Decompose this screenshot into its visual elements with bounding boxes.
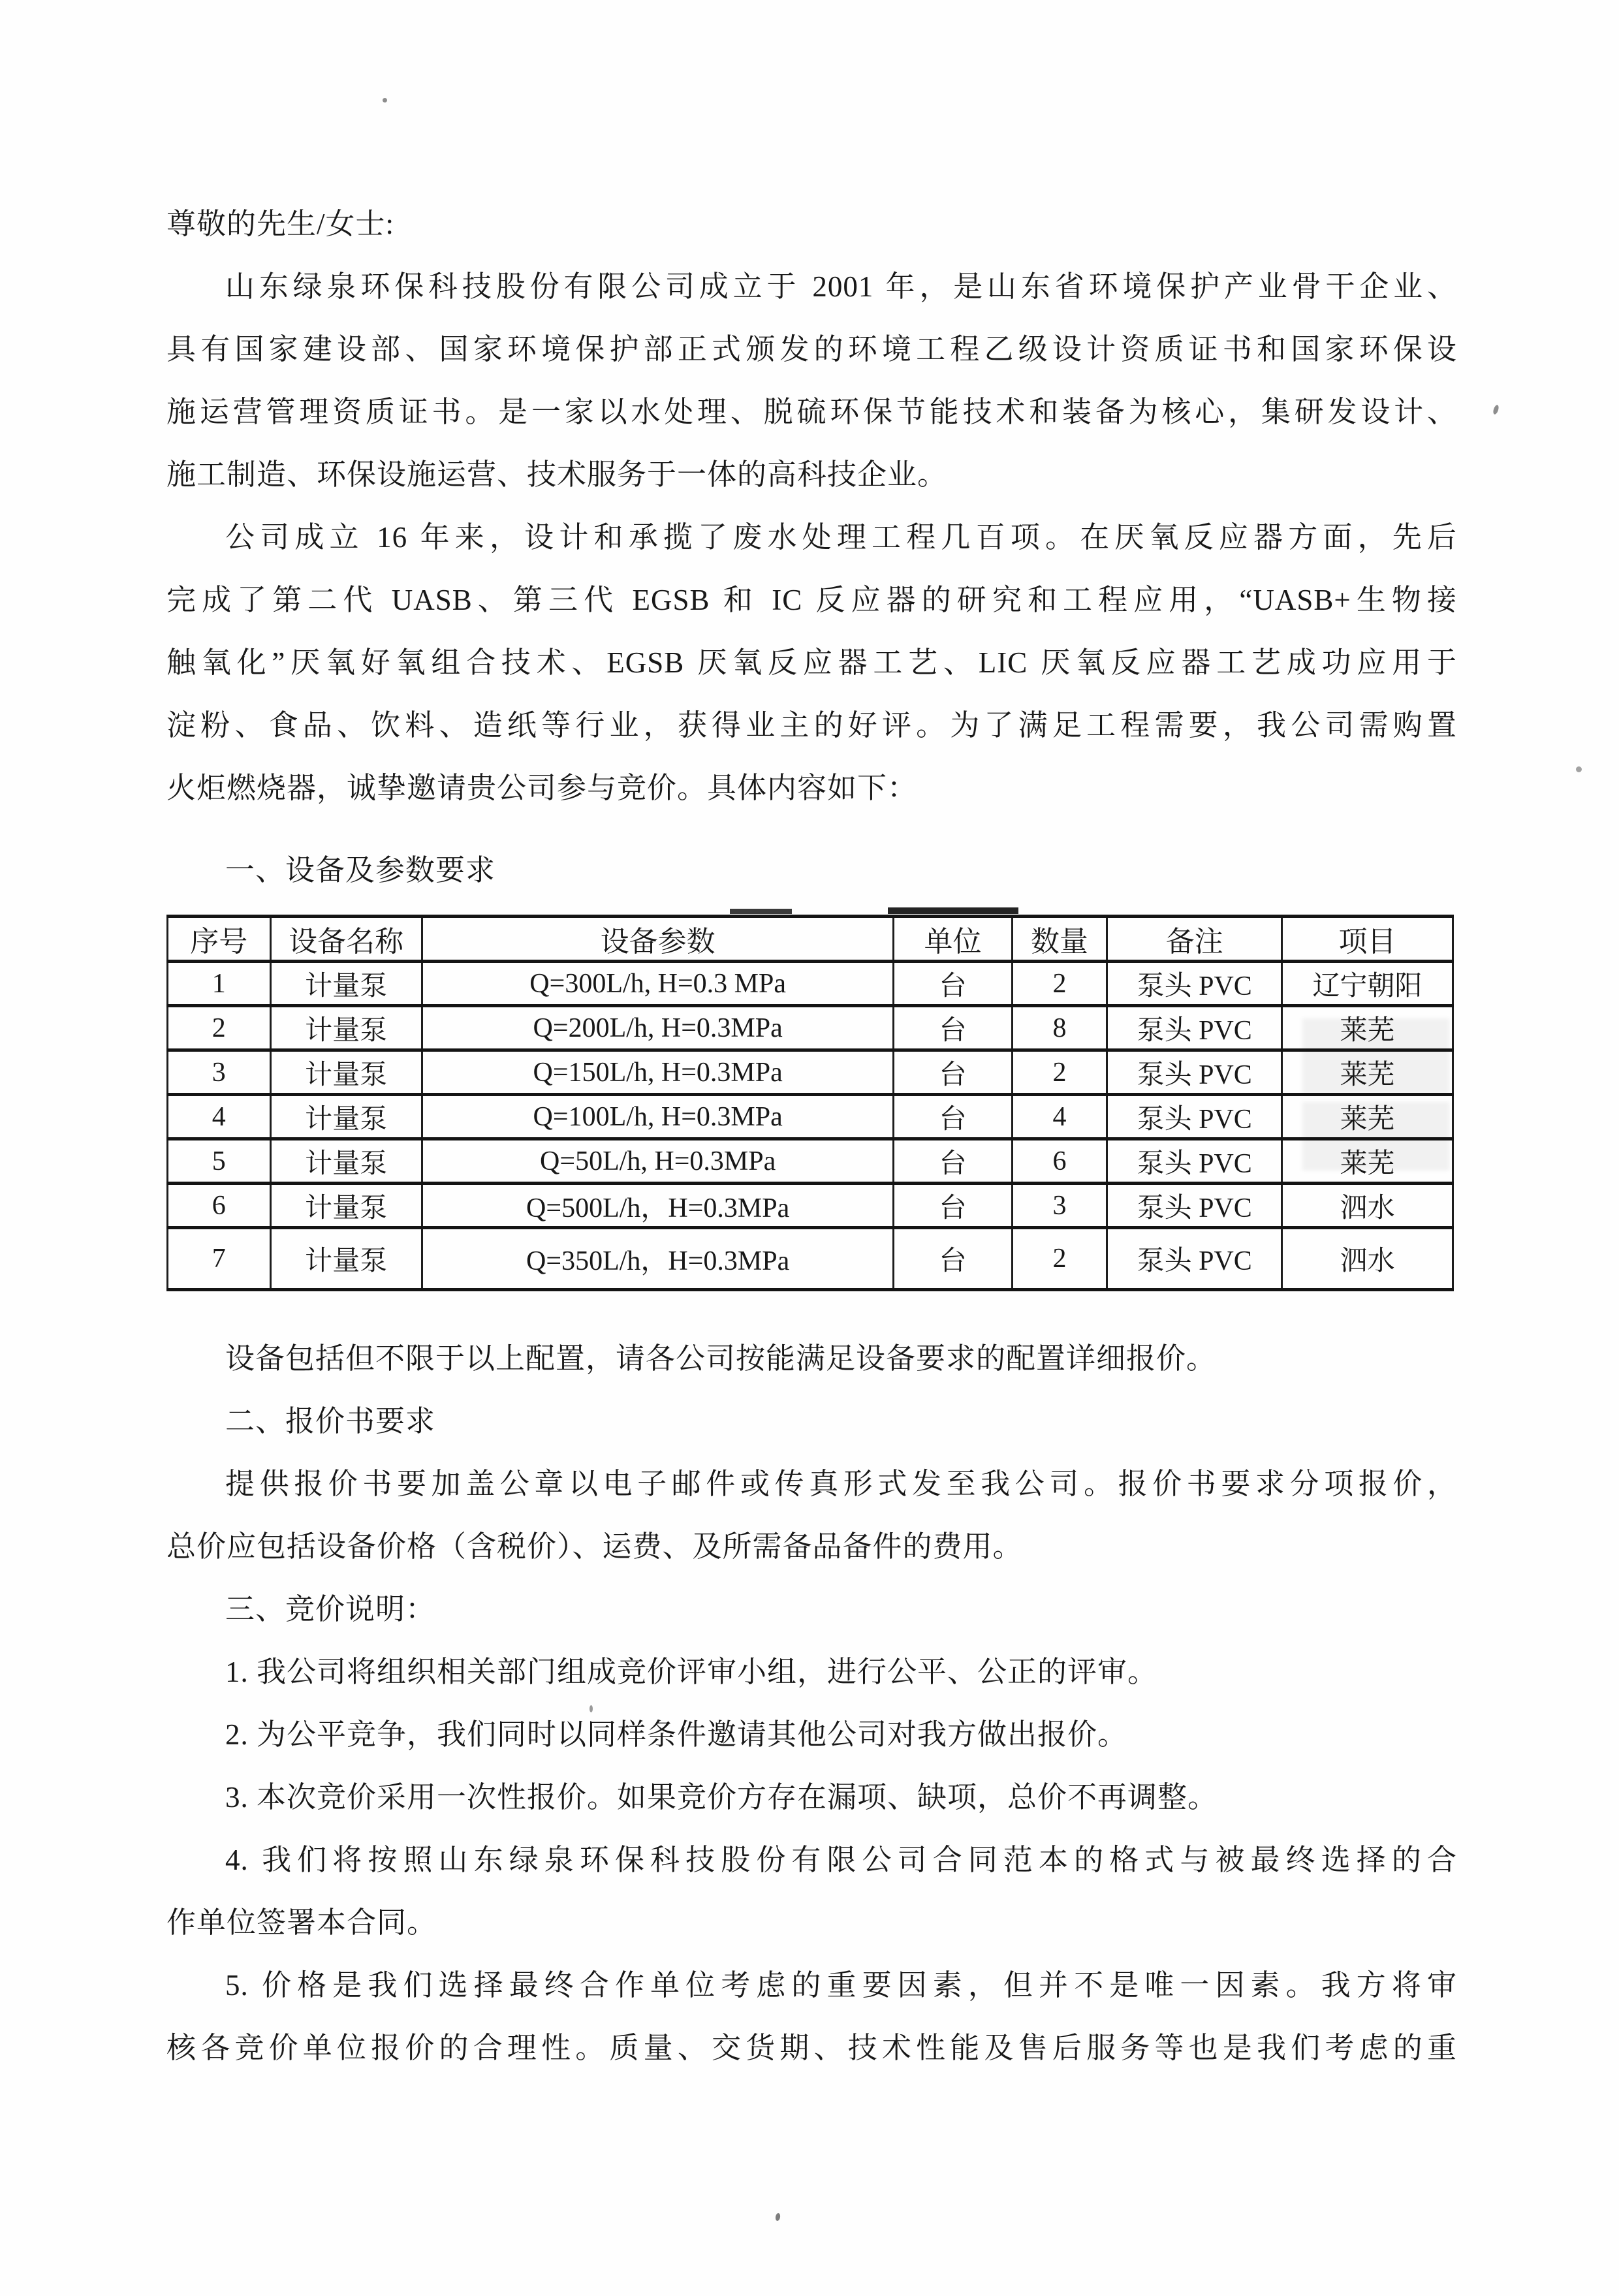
table-cell: Q=100L/h, H=0.3MPa [422, 1095, 894, 1139]
table-cell: 计量泵 [270, 1050, 422, 1095]
table-row [168, 1006, 1453, 1050]
table-cell: 5 [168, 1139, 271, 1184]
table-cell: 莱芜 [1282, 1139, 1453, 1184]
table-cell: 泵头 PVC [1107, 1006, 1282, 1050]
paragraph [166, 506, 1457, 819]
table-cell: 泵头 PVC [1107, 1139, 1282, 1184]
section2-line: 提供报价书要加盖公章以电子邮件或传真形式发至我公司。报价书要求分项报价， [225, 1468, 1457, 1500]
numbered-item [166, 1829, 1457, 1954]
table-cell: 6 [168, 1184, 271, 1228]
table-cell: 台 [894, 1050, 1012, 1095]
item-line: 1. 我公司将组织相关部门组成竞价评审小组，进行公平、公正的评审。 [225, 1656, 1158, 1688]
scan-artifact [775, 2212, 781, 2221]
scan-artifact [730, 909, 792, 914]
table-cell: Q=350L/h，H=0.3MPa [422, 1228, 894, 1290]
paragraph-line: 淀粉、食品、饮料、造纸等行业，获得业主的好评。为了满足工程需要，我公司需购置 [166, 709, 1457, 742]
table-head [168, 917, 1453, 962]
salutation: 尊敬的先生/女士: [166, 208, 395, 240]
header-cell: 序号 [168, 917, 271, 962]
table-row [168, 1050, 1453, 1095]
table-cell: 泵头 PVC [1107, 1184, 1282, 1228]
table-cell: 3 [1012, 1184, 1107, 1228]
table-cell: 计量泵 [270, 1228, 422, 1290]
table-cell: 台 [894, 1006, 1012, 1050]
numbered-item [166, 1641, 1457, 1703]
section3-items [166, 1641, 1457, 2079]
table-body [168, 962, 1453, 1290]
item-line: 作单位签署本合同。 [166, 1906, 437, 1939]
header-cell: 设备名称 [270, 917, 422, 962]
table-cell: 计量泵 [270, 1006, 422, 1050]
table-cell: Q=300L/h, H=0.3 MPa [422, 962, 894, 1006]
table-row [168, 1184, 1453, 1228]
numbered-item [166, 1703, 1457, 1766]
table-cell: 2 [1012, 1050, 1107, 1095]
table-cell: 台 [894, 1184, 1012, 1228]
paragraph-line: 公司成立 16 年来，设计和承揽了废水处理工程几百项。在厌氧反应器方面，先后 [225, 521, 1457, 554]
section1-heading: 一、设备及参数要求 [225, 854, 496, 887]
table-cell: 泵头 PVC [1107, 1228, 1282, 1290]
scan-artifact [383, 98, 387, 102]
paragraph [166, 255, 1457, 506]
paragraph-line: 山东绿泉环保科技股份有限公司成立于 2001 年，是山东省环境保护产业骨干企业、 [225, 270, 1457, 303]
intro-paragraphs [166, 255, 1457, 819]
table-cell: 计量泵 [270, 1095, 422, 1139]
section2-line: 总价应包括设备价格（含税价）、运费、及所需备品备件的费用。 [166, 1530, 1023, 1563]
scan-artifact [1492, 404, 1500, 415]
table-cell: 计量泵 [270, 1139, 422, 1184]
table-cell: 计量泵 [270, 962, 422, 1006]
scan-artifact [1302, 1102, 1449, 1171]
table-cell: 泗水 [1282, 1228, 1453, 1290]
header-cell: 单位 [894, 917, 1012, 962]
section3-heading: 三、竞价说明： [225, 1593, 436, 1626]
scan-artifact [589, 1705, 593, 1712]
table-cell: 泗水 [1282, 1184, 1453, 1228]
table-cell: 8 [1012, 1006, 1107, 1050]
paragraph-line: 施运营管理资质证书。是一家以水处理、脱硫环保节能技术和装备为核心，集研发设计、 [166, 396, 1457, 428]
paragraph-line: 触氧化”厌氧好氧组合技术、EGSB 厌氧反应器工艺、LIC 厌氧反应器工艺成功应用于 [166, 646, 1457, 679]
table-row [168, 1139, 1453, 1184]
numbered-item [166, 1766, 1457, 1829]
section2-heading: 二、报价书要求 [225, 1405, 436, 1438]
table-cell: 1 [168, 962, 271, 1006]
equipment-table [166, 915, 1454, 1291]
paragraph-line: 完成了第二代 UASB、第三代 EGSB 和 IC 反应器的研究和工程应用，“UASB+生物接 [166, 584, 1457, 616]
table-cell: 泵头 PVC [1107, 1095, 1282, 1139]
paragraph-line: 火炬燃烧器，诚挚邀请贵公司参与竞价。具体内容如下： [166, 772, 918, 804]
numbered-item [166, 1954, 1457, 2079]
section1-note [166, 1327, 1457, 1390]
table-cell: 台 [894, 962, 1012, 1006]
table-cell: 2 [1012, 962, 1107, 1006]
table-cell: 台 [894, 1139, 1012, 1184]
table-cell: 泵头 PVC [1107, 1050, 1282, 1095]
item-line: 5. 价格是我们选择最终合作单位考虑的重要因素，但并不是唯一因素。我方将审 [225, 1969, 1457, 2002]
table-cell: 4 [1012, 1095, 1107, 1139]
item-line: 4. 我们将按照山东绿泉环保科技股份有限公司合同范本的格式与被最终选择的合 [225, 1844, 1457, 1876]
table-cell: Q=150L/h, H=0.3MPa [422, 1050, 894, 1095]
table-cell: 2 [168, 1006, 271, 1050]
table-cell: 4 [168, 1095, 271, 1139]
table-cell: 2 [1012, 1228, 1107, 1290]
table-cell: 辽宁朝阳 [1282, 962, 1453, 1006]
table-header-row [168, 917, 1453, 962]
item-line: 核各竞价单位报价的合理性。质量、交货期、技术性能及售后服务等也是我们考虑的重 [166, 2032, 1457, 2064]
table-cell: 7 [168, 1228, 271, 1290]
table-row [168, 1095, 1453, 1139]
item-line: 3. 本次竞价采用一次性报价。如果竞价方存在漏项、缺项，总价不再调整。 [225, 1781, 1218, 1814]
table-cell: 泵头 PVC [1107, 962, 1282, 1006]
scan-artifact [1576, 766, 1582, 772]
table-cell: 6 [1012, 1139, 1107, 1184]
table-cell: 莱芜 [1282, 1006, 1453, 1050]
table-cell: 3 [168, 1050, 271, 1095]
paragraph-line: 施工制造、环保设施运营、技术服务于一体的高科技企业。 [166, 458, 948, 491]
document-body [166, 193, 1457, 2079]
table-row [168, 1228, 1453, 1290]
header-cell: 数量 [1012, 917, 1107, 962]
table-cell: 计量泵 [270, 1184, 422, 1228]
paragraph-line: 具有国家建设部、国家环境保护部正式颁发的环境工程乙级设计资质证书和国家环保设 [166, 333, 1457, 366]
note-line: 设备包括但不限于以上配置，请各公司按能满足设备要求的配置详细报价。 [225, 1342, 1217, 1375]
table-cell: 莱芜 [1282, 1095, 1453, 1139]
table-cell: 莱芜 [1282, 1050, 1453, 1095]
table-cell: Q=500L/h，H=0.3MPa [422, 1184, 894, 1228]
header-cell: 备注 [1107, 917, 1282, 962]
table-cell: Q=200L/h, H=0.3MPa [422, 1006, 894, 1050]
section2-lines [166, 1453, 1457, 1578]
item-line: 2. 为公平竞争，我们同时以同样条件邀请其他公司对我方做出报价。 [225, 1718, 1128, 1751]
header-cell: 设备参数 [422, 917, 894, 962]
scan-artifact [1302, 1018, 1449, 1093]
table-cell: 台 [894, 1095, 1012, 1139]
scan-artifact [888, 907, 1018, 914]
table-cell: Q=50L/h, H=0.3MPa [422, 1139, 894, 1184]
table-row [168, 962, 1453, 1006]
header-cell: 项目 [1282, 917, 1453, 962]
table-cell: 台 [894, 1228, 1012, 1290]
